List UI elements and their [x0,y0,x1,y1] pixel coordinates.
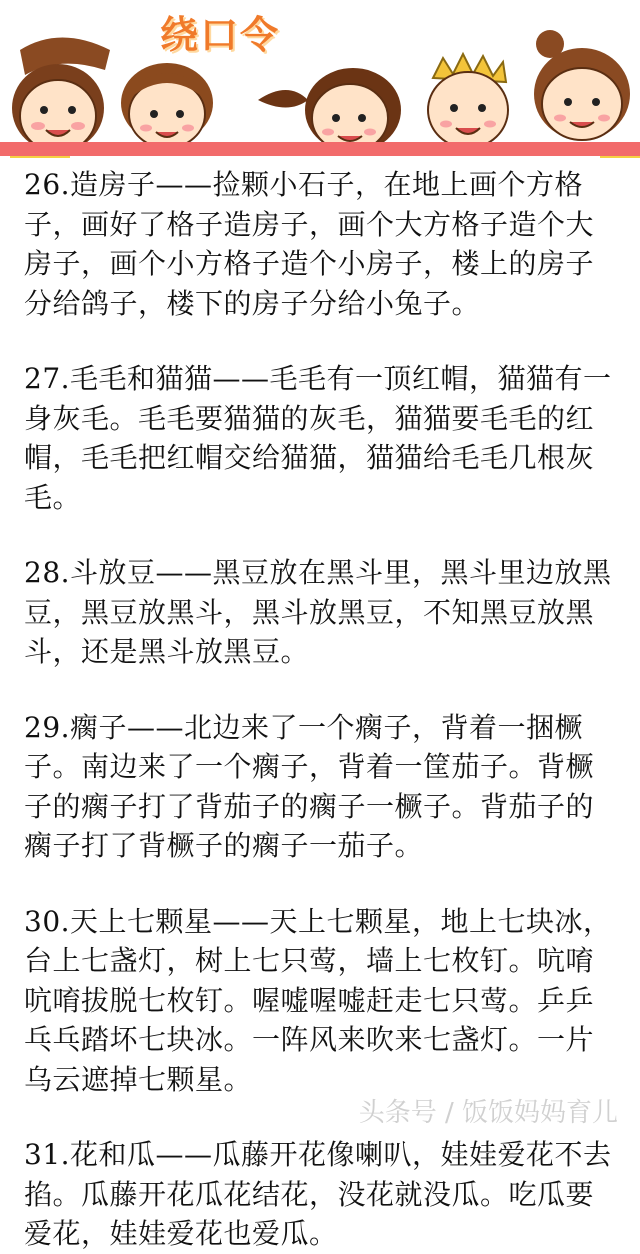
watermark: 头条号 / 饭饭妈妈育儿 [358,1098,618,1128]
entry-29: 29.瘸子——北边来了一个瘸子，背着一捆橛子。南边来了一个瘸子，背着一筐茄子。背橛子的瘸子打了背茄子的瘸子一橛子。背茄子的瘸子打了背橛子的瘸子一茄子。 [24,710,595,862]
header-banner [0,0,640,158]
header-divider [0,142,640,156]
entry-27: 27.毛毛和猫猫——毛毛有一顶红帽，猫猫有一身灰毛。毛毛要猫猫的灰毛，猫猫要毛毛的红帽，毛毛把红帽交给猫猫，猫猫给毛毛几根灰毛。 [24,362,612,514]
content-area [0,165,640,1254]
entry-26: 26.造房子——捡颗小石子，在地上画个方格子，画好了格子造房子，画个大方格子造个大房子，画个小方格子造个小房子，楼上的房子分给鸽子，楼下的房子分给小兔子。 [24,168,595,320]
entry-30: 30.天上七颗星——天上七颗星，地上七块冰，台上七盏灯，树上七只莺，墙上七枚钉。吭唷吭唷拔脱七枚钉。喔嘘喔嘘赶走七只莺。乒乒乓乓踏坏七块冰。一阵风来吹来七盏灯。一片乌云遮掉七颗星。 [24,904,612,1096]
page-title: 绕口令 [160,13,281,57]
child-illustration-5 [520,24,640,158]
entry-31: 31.花和瓜——瓜藤开花像喇叭，娃娃爱花不去掐。瓜藤开花瓜花结花，没花就没瓜。吃瓜要爱花，娃娃爱花也爱瓜。 [24,1138,612,1250]
child-illustration-1 [0,30,120,158]
entry-28: 28.斗放豆——黑豆放在黑斗里，黑斗里边放黑豆，黑豆放黑斗，黑斗放黑豆，不知黑豆放黑斗，还是黑斗放黑豆。 [24,556,612,668]
